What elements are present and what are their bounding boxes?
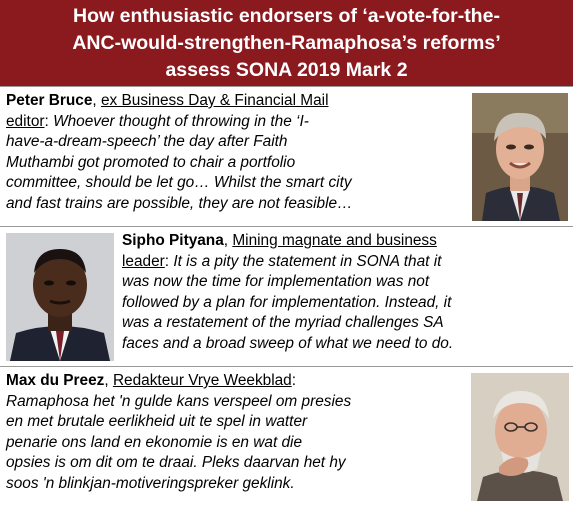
- quote-line: Ramaphosa het 'n gulde kans verspeel om presies: [6, 392, 352, 410]
- quote-line: followed by a plan for implementation. Instead, it: [122, 293, 452, 311]
- entry-sipho-pityana: [0, 226, 573, 367]
- quote-line: penarie ons land en ekonomie is en wat die: [6, 433, 303, 451]
- entry-max-du-preez: [0, 366, 573, 513]
- quote-line: opsies is om dit om te draai. Pleks daarvan het hy: [6, 454, 346, 472]
- headline-banner: [0, 0, 573, 86]
- entry-peter-bruce: [0, 86, 573, 227]
- quote-line: was now the time for implementation was not: [122, 273, 430, 291]
- quote-line: was a restatement of the myriad challenges SA: [122, 314, 444, 332]
- quote-line: Whoever thought of throwing in the ‘I-: [53, 112, 309, 130]
- portrait-photo-peter-bruce: [472, 93, 568, 221]
- commentator-name: Sipho Pityana: [122, 232, 224, 249]
- commentator-name: Max du Preez: [6, 372, 105, 389]
- commentator-role-cont: editor: [6, 112, 45, 130]
- quote-line: and fast trains are possible, they are not feasible…: [6, 194, 353, 212]
- headline-line-1: How enthusiastic endorsers of ‘a-vote-for-the-: [73, 5, 500, 27]
- commentator-role: ex Business Day & Financial Mail: [100, 92, 329, 109]
- portrait-photo-max-du-preez: [471, 373, 569, 501]
- quote-line: en met brutale eerlikheid uit te spel in watter: [6, 413, 308, 431]
- quote-line: committee, should be let go… Whilst the smart city: [6, 174, 352, 192]
- quote-line: faces and a broad sweep of what we need to do.: [122, 334, 454, 352]
- commentator-role-cont: leader: [122, 252, 165, 270]
- commentator-role: Mining magnate and business: [232, 232, 437, 249]
- entry-text: Max du Preez, Redakteur Vrye Weekblad: Ramaphosa het 'n gulde kans verspeel om presies en met brutale eerlikheid uit te spel in watter penarie ons land en ekonomie is en wat die opsies is om dit om te draai. Pleks daarvan het hy soos 'n blinkjan-motiveringspreker geklink.: [6, 371, 466, 495]
- entry-text: Sipho Pityana, Mining magnate and business leader: It is a pity the statement in SONA that it was now the time for implementation was not followed by a plan for implementation. Instead, it was a restatement of the myriad challenges SA faces and a broad sweep of what we need to do.: [122, 231, 568, 355]
- quote-line: Muthambi got promoted to chair a portfolio: [6, 153, 296, 171]
- portrait-photo-sipho-pityana: [6, 233, 114, 361]
- quote-line: soos 'n blinkjan-motiveringspreker geklink.: [6, 474, 295, 492]
- headline-line-2: ANC-would-strengthen-Ramaphosa’s reforms’: [72, 32, 501, 54]
- quote-line: have-a-dream-speech’ the day after Faith: [6, 133, 288, 151]
- entry-text: Peter Bruce, ex Business Day & Financial Mail editor: Whoever thought of throwing in the ‘I- have-a-dream-speech’ the day after Faith Muthambi got promoted to chair a portfolio committee, should be let go… Whilst the smart city and fast trains are possible, they are not feasible…: [6, 91, 468, 215]
- headline-line-3: assess SONA 2019 Mark 2: [165, 59, 408, 81]
- quote-line: It is a pity the statement in SONA that it: [173, 252, 442, 270]
- commentator-name: Peter Bruce: [6, 92, 93, 109]
- commentator-role: Redakteur Vrye Weekblad: [112, 372, 292, 389]
